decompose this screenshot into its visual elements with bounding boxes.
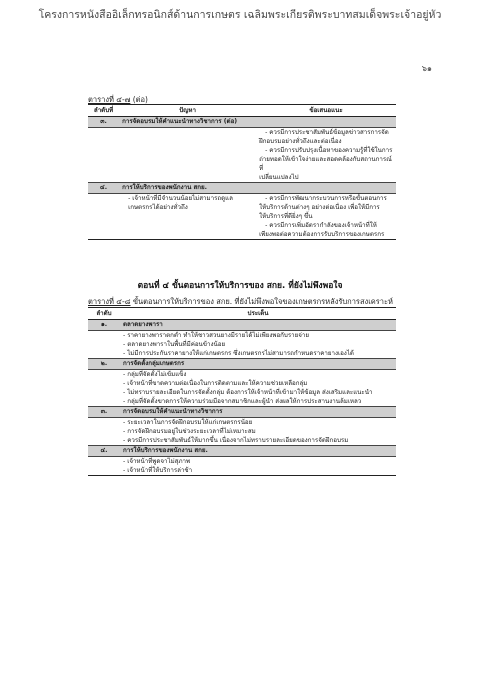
table-row	[88, 128, 396, 183]
col-header-issue: ประเด็น	[120, 308, 396, 320]
issue-item: - ควรมีการประชาสัมพันธ์ให้มากขึ้น เนื่องจากไม่ทราบรายละเอียดของการจัดฝึกอบรม	[123, 437, 349, 444]
table2-section-4	[88, 446, 396, 457]
table2	[88, 307, 396, 476]
suggestion-line: - ควรมีการประชาสัมพันธ์ข้อมูลข่าวสารการจัด	[265, 129, 389, 136]
issue-item: - เจ้าหน้าที่ขาดความต่อเนื่องในการติดตามและให้ความช่วยเหลือกลุ่ม	[123, 380, 308, 387]
table2-section-3	[88, 407, 396, 418]
issue-item: - เจ้าหน้าที่พูดจาไม่สุภาพ	[123, 458, 191, 465]
table2-header-row	[88, 308, 396, 320]
table1-section-3	[88, 117, 396, 128]
suggestion-line: - ควรมีการพัฒนากระบวนการหรือขั้นตอนการ	[265, 195, 387, 202]
suggestion-line: ให้บริการที่ดียิ่งๆ ขึ้น	[259, 213, 313, 220]
table1-section-4	[88, 183, 396, 194]
table-row	[88, 418, 396, 446]
problem-line: เกษตรกรได้อย่างทั่วถึง	[128, 204, 188, 211]
suggestion-line: ถ่ายทอดให้เข้าใจง่ายและสอดคล้องกับสถานการณ์ที่	[259, 156, 392, 172]
issue-item: - กลุ่มที่จัดตั้งขาดการให้ความร่วมมือจากสมาชิกและผู้นำ ส่งผลให้การประสานงานล้มเหลว	[123, 398, 362, 405]
col-header-problem: ปัญหา	[119, 105, 256, 117]
section-title: ตลาดยางพารา	[120, 320, 396, 331]
section-number: ๔.	[88, 183, 119, 194]
table2-caption-rest: ขั้นตอนการให้บริการของ สกย. ที่ยังไม่พึงพอใจของเกษตรกรหลังรับการสงเคราะห์	[130, 297, 393, 306]
table2-section-2	[88, 359, 396, 370]
table2-section-1	[88, 320, 396, 331]
section-number: ๑.	[88, 320, 120, 331]
table1	[88, 104, 396, 240]
problem-line: - เจ้าหน้าที่มีจำนวนน้อยไม่สามารถดูแล	[128, 195, 233, 202]
issue-item: - ราคายางพาราตกต่ำ ทำให้ชาวสวนยางมีรายได้ไม่เพียงพอกับรายจ่าย	[123, 332, 309, 339]
suggestion-line: - ควรมีการเพิ่มอัตรากำลังของเจ้าหน้าที่ให้	[265, 222, 377, 229]
suggestion-line: ฝึกอบรมอย่างทั่วถึงและต่อเนื่อง	[259, 138, 342, 145]
section-title: การให้บริการของพนักงาน สกย.	[120, 446, 396, 457]
issue-item: - การจัดฝึกอบรมอยู่ในช่วงระยะเวลาที่ไม่เหมาะสม	[123, 428, 256, 435]
section-title: การจัดตั้งกลุ่มเกษตรกร	[120, 359, 396, 370]
table-row	[88, 331, 396, 359]
section-number: ๓.	[88, 407, 120, 418]
section-number: ๓.	[88, 117, 119, 128]
section-title: การให้บริการของพนักงาน สกย.	[119, 183, 396, 194]
section-number: ๒.	[88, 359, 120, 370]
issue-item: - ระยะเวลาในการจัดฝึกอบรมให้แก่เกษตรกรน้อย	[123, 419, 253, 426]
page-number: ๖๑	[421, 64, 432, 73]
issue-item: - กลุ่มที่จัดตั้งไม่เข้มแข็ง	[123, 371, 187, 378]
col-header-num: ลำดับที่	[88, 105, 119, 117]
issue-item: - ตลาดยางพาราในพื้นที่มีค่อนข้างน้อย	[123, 341, 226, 348]
page-header: โครงการหนังสืออิเล็กทรอนิกส์ด้านการเกษตร เฉลิมพระเกียรติพระบาทสมเด็จพระเจ้าอยู่หัว	[38, 9, 442, 21]
section-title: การจัดอบรมให้คำแนะนำทางวิชาการ	[120, 407, 396, 418]
col-header-suggestion: ข้อเสนอแนะ	[256, 105, 396, 117]
section-title: การจัดอบรมให้คำแนะนำทางวิชาการ (ต่อ)	[119, 117, 396, 128]
table-row	[88, 370, 396, 407]
problem-cell	[119, 194, 256, 240]
suggestion-line: - ควรมีการปรับปรุงเนื้อหาของความรู้ที่ใช้ในการ	[265, 147, 393, 154]
issue-item: - เจ้าหน้าที่ให้บริการล่าช้า	[123, 467, 193, 474]
table1-caption-rest: (ต่อ)	[130, 95, 148, 104]
suggestion-line: เปลี่ยนแปลงไป	[259, 174, 299, 181]
table2-caption-label: ตารางที่ ๔-๘	[88, 297, 131, 306]
suggestion-cell	[256, 128, 396, 183]
suggestion-line: เพียงพอต่อความต้องการรับบริการของเกษตรกร	[259, 231, 385, 238]
col-header-num: ลำดับ	[88, 308, 120, 320]
suggestion-line: ให้บริการด้านต่างๆ อย่างต่อเนื่อง เพื่อให้มีการ	[259, 204, 380, 211]
section-number: ๔.	[88, 446, 120, 457]
issue-item: - ไม่มีการประกันราคายางให้แก่เกษตรกร ซึ่งเกษตรกรไม่สามารถกำหนดราคายางเองได้	[123, 350, 354, 357]
table-row	[88, 194, 396, 240]
table1-caption-label: ตารางที่ ๔-๗	[88, 95, 131, 104]
table1-header-row	[88, 105, 396, 117]
suggestion-cell	[256, 194, 396, 240]
section-heading: ตอนที่ ๔ ขั้นตอนการให้บริการของ สกย. ที่ยังไม่พึงพอใจ	[137, 281, 343, 291]
table-row	[88, 457, 396, 476]
issue-item: - ไม่ทราบรายละเอียดในการจัดตั้งกลุ่ม ต้องการให้เจ้าหน้าที่เข้ามาให้ข้อมูล ส่งเสริมและแนะนำ	[123, 389, 373, 396]
